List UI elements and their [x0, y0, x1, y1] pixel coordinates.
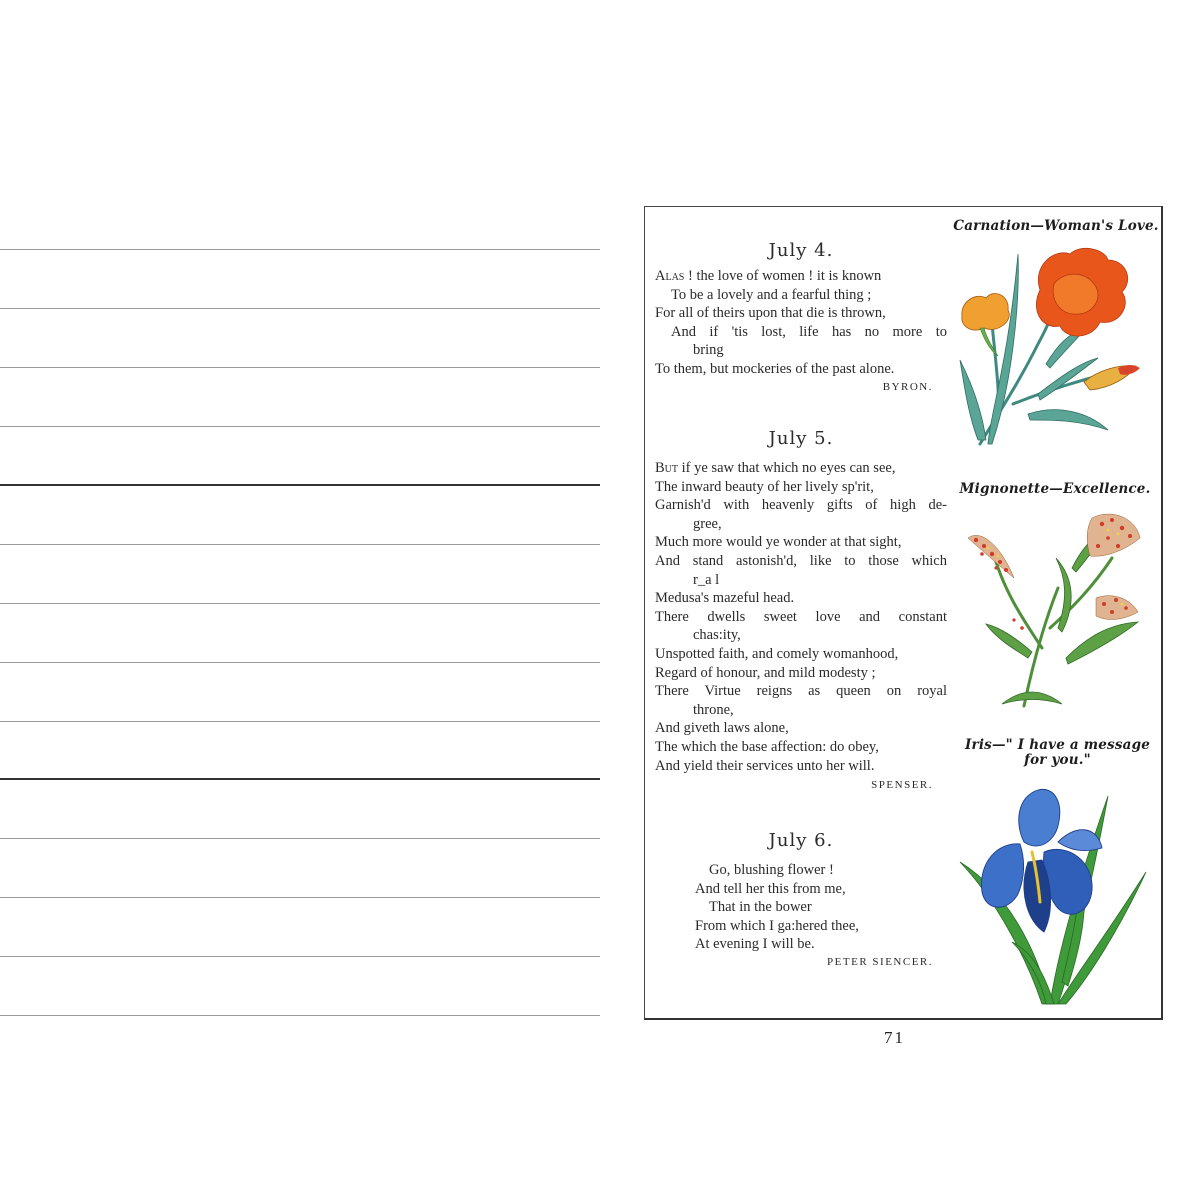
- verse-line: To be a lovely and a fearful thing ;: [671, 286, 872, 303]
- verse-line: From which I ga:hered thee,: [695, 917, 859, 934]
- carnation-illustration-icon: [958, 244, 1148, 448]
- verse: [655, 459, 947, 775]
- verse-line: And yield their services unto her will.: [655, 757, 875, 774]
- mignonette-illustration-icon: [962, 508, 1150, 708]
- verse-line: gree,: [693, 515, 722, 532]
- ruled-line: [0, 956, 600, 957]
- ruled-line: [0, 662, 600, 663]
- verse-line: The which the base affection: do obey,: [655, 738, 879, 755]
- page-number: 71: [884, 1028, 905, 1047]
- verse-line: But if ye saw that which no eyes can see,: [655, 460, 896, 476]
- iris-illustration-icon: [958, 782, 1148, 1006]
- verse-line: Go, blushing flower !: [709, 862, 834, 878]
- ruled-line: [0, 603, 600, 604]
- verse-line: chas:ity,: [693, 627, 741, 644]
- entry-date: July 5.: [768, 428, 834, 449]
- ruled-line-heavy: [0, 778, 600, 780]
- verse-line: Medusa's mazeful head.: [655, 590, 795, 607]
- verse-line: To them, but mockeries of the past alone.: [655, 360, 895, 377]
- flower-caption-iris-line2: for you.": [1024, 752, 1091, 768]
- entry-july-4: [655, 240, 947, 393]
- verse-line: And stand astonish'd, like to those which: [655, 552, 947, 569]
- ruled-line: [0, 838, 600, 839]
- flower-caption-iris-line1: Iris—" I have a message: [965, 737, 1150, 753]
- author: PETER SIENCER.: [827, 955, 933, 968]
- verse-line: Unspotted faith, and comely womanhood,: [655, 645, 899, 662]
- verse-line: Alas ! the love of women ! it is known: [655, 268, 882, 284]
- verse-line: There Virtue reigns as queen on royal: [655, 683, 947, 700]
- entry-july-5: [655, 428, 947, 791]
- verse-line: And if 'tis lost, life has no more to: [671, 323, 947, 340]
- verse: [655, 861, 947, 954]
- verse-line: bring: [693, 342, 724, 359]
- ruled-line: [0, 544, 600, 545]
- verse-line: throne,: [693, 701, 734, 718]
- ruled-line: [0, 426, 600, 427]
- author: BYRON.: [882, 380, 933, 393]
- ruled-line: [0, 308, 600, 309]
- ruled-line: [0, 367, 600, 368]
- ruled-line-heavy: [0, 484, 600, 486]
- verse-line: r_a l: [693, 571, 720, 588]
- verse-line: Garnish'd with heavenly gifts of high de-: [655, 497, 947, 514]
- verse-line: At evening I will be.: [695, 936, 815, 953]
- verse-line: That in the bower: [709, 899, 812, 916]
- entry-july-6: [655, 830, 947, 968]
- ruled-line: [0, 721, 600, 722]
- verse-line: Much more would ye wonder at that sight,: [655, 534, 902, 551]
- verse-line: And giveth laws alone,: [655, 720, 789, 737]
- verse: [655, 267, 947, 379]
- verse-line: And tell her this from me,: [695, 880, 846, 897]
- flower-caption-carnation: Carnation—Woman's Love.: [953, 218, 1159, 234]
- author: SPENSER.: [871, 779, 933, 792]
- verse-line: The inward beauty of her lively sp'rit,: [655, 478, 874, 495]
- verse-line: There dwells sweet love and constant: [655, 608, 947, 625]
- flower-caption-iris: [955, 738, 1160, 768]
- entry-date: July 4.: [768, 240, 834, 261]
- verse-line: Regard of honour, and mild modesty ;: [655, 664, 876, 681]
- verse-line: For all of theirs upon that die is thrown,: [655, 305, 886, 322]
- ruled-line: [0, 1015, 600, 1016]
- ruled-line: [0, 249, 600, 250]
- ruled-line: [0, 897, 600, 898]
- entry-date: July 6.: [768, 830, 834, 851]
- flower-caption-mignonette: Mignonette—Excellence.: [959, 481, 1151, 497]
